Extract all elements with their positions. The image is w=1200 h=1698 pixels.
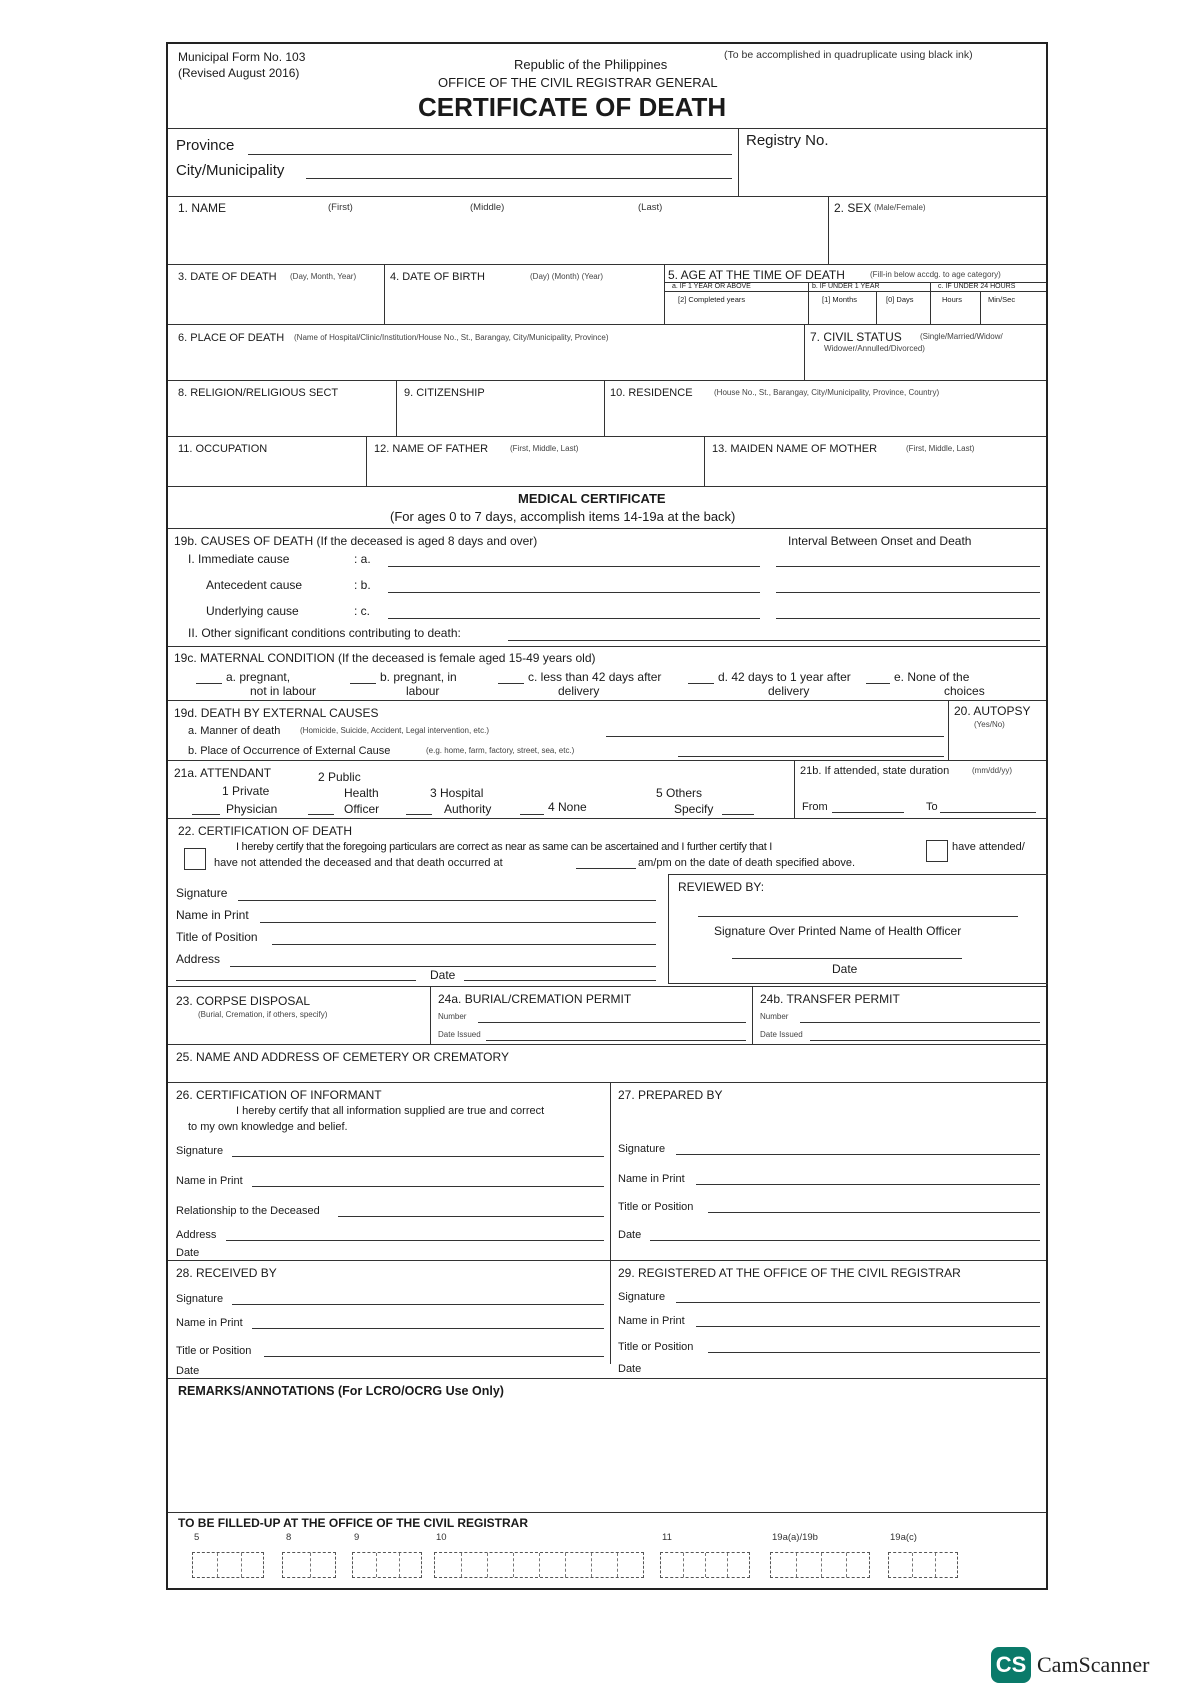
- maternal-a2: not in labour: [250, 684, 317, 698]
- form-number: Municipal Form No. 103: [178, 50, 306, 64]
- interval-c-field[interactable]: [776, 618, 1040, 619]
- age-b1-label: [1] Months: [822, 295, 858, 304]
- attendant-3-blank[interactable]: [406, 814, 432, 815]
- prepared-date-label: Date: [618, 1229, 642, 1241]
- registered-signature-field[interactable]: [676, 1302, 1040, 1303]
- age-a-label: a. IF 1 YEAR OR ABOVE: [672, 283, 751, 290]
- maternal-e-blank[interactable]: [866, 683, 890, 684]
- prepared-name-label: Name in Print: [618, 1173, 685, 1185]
- maternal-c-blank[interactable]: [498, 683, 524, 684]
- prepared-signature-label: Signature: [618, 1143, 666, 1155]
- age-hint: (Fill-in below accdg. to age category): [870, 270, 1001, 279]
- cert-name-field[interactable]: [260, 922, 656, 923]
- cause-a-field[interactable]: [388, 566, 760, 567]
- health-officer-signature-field[interactable]: [698, 916, 1018, 917]
- code-box-10[interactable]: [434, 1552, 644, 1578]
- other-conditions-label: II. Other significant conditions contributing to death:: [188, 626, 461, 640]
- office-label: OFFICE OF THE CIVIL REGISTRAR GENERAL: [438, 75, 718, 90]
- revision-date: (Revised August 2016): [178, 66, 300, 80]
- received-label: 28. RECEIVED BY: [176, 1266, 277, 1280]
- place-death-hint: (Name of Hospital/Clinic/Institution/House No., St., Barangay, City/Municipality, Province): [294, 333, 609, 342]
- burial-permit-label: 24a. BURIAL/CREMATION PERMIT: [438, 992, 632, 1006]
- burial-date-field[interactable]: [486, 1040, 746, 1041]
- duration-to-field[interactable]: [940, 812, 1036, 813]
- transfer-number-field[interactable]: [800, 1022, 1040, 1023]
- code-label-9: 9: [354, 1532, 360, 1543]
- maternal-label: 19c. MATERNAL CONDITION (If the deceased is female aged 15-49 years old): [174, 651, 596, 665]
- received-name-field[interactable]: [252, 1328, 604, 1329]
- maternal-c2: delivery: [558, 684, 600, 698]
- cert-title-field[interactable]: [272, 944, 656, 945]
- mother-hint: (First, Middle, Last): [906, 444, 975, 453]
- registrar-use-label: TO BE FILLED-UP AT THE OFFICE OF THE CIVIL REGISTRAR: [178, 1516, 529, 1530]
- maternal-c1: c. less than 42 days after: [528, 670, 662, 684]
- registered-signature-label: Signature: [618, 1291, 666, 1303]
- manner-label: a. Manner of death: [188, 725, 281, 737]
- informant-relationship-field[interactable]: [338, 1216, 604, 1217]
- duration-from-label: From: [802, 801, 828, 813]
- attendant-2-blank[interactable]: [308, 814, 334, 815]
- age-c-label: c. IF UNDER 24 HOURS: [938, 283, 1016, 290]
- received-signature-label: Signature: [176, 1293, 224, 1305]
- prepared-title-label: Title or Position: [618, 1201, 694, 1213]
- maternal-a1: a. pregnant,: [226, 670, 291, 684]
- interval-b-field[interactable]: [776, 592, 1040, 593]
- maternal-e1: e. None of the: [894, 670, 970, 684]
- cause-b-field[interactable]: [388, 592, 760, 593]
- date-death-hint: (Day, Month, Year): [290, 272, 357, 281]
- cert-address-field-2[interactable]: [176, 980, 416, 981]
- age-b-label: b. IF UNDER 1 YEAR: [812, 283, 880, 290]
- informant-label: 26. CERTIFICATION OF INFORMANT: [176, 1088, 382, 1102]
- name-first-hint: (First): [328, 202, 353, 213]
- not-attended-checkbox[interactable]: [184, 848, 206, 870]
- sex-hint: (Male/Female): [874, 203, 926, 212]
- duration-hint: (mm/dd/yy): [972, 766, 1012, 775]
- cause-b-label: : b.: [354, 578, 371, 592]
- disposal-hint: (Burial, Cremation, if others, specify): [198, 1010, 328, 1019]
- attendant-o3a: 3 Hospital: [430, 786, 484, 800]
- place-death-label: 6. PLACE OF DEATH: [178, 332, 285, 344]
- informant-address-field[interactable]: [226, 1240, 604, 1241]
- certification-label: 22. CERTIFICATION OF DEATH: [178, 824, 353, 838]
- disposal-label: 23. CORPSE DISPOSAL: [176, 994, 311, 1008]
- residence-label: 10. RESIDENCE: [610, 387, 693, 399]
- informant-text1: I hereby certify that all information supplied are true and correct: [236, 1105, 545, 1117]
- cert-date-label: Date: [430, 968, 456, 982]
- residence-hint: (House No., St., Barangay, City/Municipality, Province, Country): [714, 388, 940, 397]
- father-label: 12. NAME OF FATHER: [374, 443, 489, 455]
- reviewed-date-label: Date: [832, 962, 858, 976]
- burial-number-label: Number: [438, 1012, 467, 1021]
- place-external-field[interactable]: [678, 756, 944, 757]
- antecedent-label: Antecedent cause: [206, 578, 303, 592]
- attendant-o5a: 5 Others: [656, 786, 703, 800]
- informant-address-label: Address: [176, 1229, 217, 1241]
- autopsy-hint: (Yes/No): [974, 720, 1005, 729]
- maternal-d-blank[interactable]: [688, 683, 714, 684]
- informant-date-label: Date: [176, 1247, 200, 1259]
- age-label: 5. AGE AT THE TIME OF DEATH: [668, 268, 845, 282]
- immediate-label: I. Immediate cause: [188, 552, 290, 566]
- age-b2-label: [0] Days: [886, 295, 914, 304]
- attendant-o2b: Health: [344, 786, 379, 800]
- code-label-11: 11: [662, 1532, 672, 1543]
- code-label-19a-a-19b: 19a(a)/19b: [772, 1532, 818, 1543]
- received-signature-field[interactable]: [232, 1304, 604, 1305]
- underlying-label: Underlying cause: [206, 604, 299, 618]
- informant-signature-field[interactable]: [232, 1156, 604, 1157]
- code-box-9[interactable]: [352, 1552, 422, 1578]
- citizenship-label: 9. CITIZENSHIP: [404, 387, 485, 399]
- prepared-title-field[interactable]: [708, 1212, 1040, 1213]
- registered-label: 29. REGISTERED AT THE OFFICE OF THE CIVIL REGISTRAR: [618, 1266, 961, 1280]
- maternal-e2: choices: [944, 684, 985, 698]
- maternal-d2: delivery: [768, 684, 810, 698]
- age-a1-label: [2] Completed years: [678, 295, 746, 304]
- prepared-date-field[interactable]: [650, 1240, 1040, 1241]
- received-name-label: Name in Print: [176, 1317, 243, 1329]
- certification-line2b: am/pm on the date of death specified above.: [638, 857, 856, 869]
- maternal-a-blank[interactable]: [196, 683, 222, 684]
- place-external-label: b. Place of Occurrence of External Cause: [188, 745, 391, 757]
- interval-a-field[interactable]: [776, 566, 1040, 567]
- form-title: CERTIFICATE OF DEATH: [418, 92, 727, 122]
- duration-to-label: To: [926, 801, 938, 813]
- informant-text2: to my own knowledge and belief.: [188, 1121, 348, 1133]
- camscanner-watermark: [991, 1647, 1149, 1683]
- prepared-name-field[interactable]: [696, 1184, 1040, 1185]
- attendant-o5b: Specify: [674, 802, 714, 816]
- mother-label: 13. MAIDEN NAME OF MOTHER: [712, 443, 878, 455]
- duration-label: 21b. If attended, state duration: [800, 765, 950, 777]
- registry-label: Registry No.: [746, 132, 829, 149]
- civil-status-hint2: Widower/Annulled/Divorced): [824, 344, 925, 353]
- cert-signature-field[interactable]: [238, 900, 656, 901]
- received-date-label: Date: [176, 1365, 200, 1377]
- informant-signature-label: Signature: [176, 1145, 224, 1157]
- code-box-19a-c[interactable]: [888, 1552, 958, 1578]
- cert-signature-label: Signature: [176, 886, 228, 900]
- received-title-field[interactable]: [264, 1356, 604, 1357]
- attendant-o1b: Physician: [226, 802, 278, 816]
- father-hint: (First, Middle, Last): [510, 444, 579, 453]
- registered-date-label: Date: [618, 1363, 642, 1375]
- transfer-number-label: Number: [760, 1012, 789, 1021]
- maternal-b-blank[interactable]: [350, 683, 376, 684]
- reviewed-date-field[interactable]: [732, 958, 962, 959]
- certification-line2a: have not attended the deceased and that death occurred at: [214, 857, 503, 869]
- cert-name-label: Name in Print: [176, 908, 249, 922]
- cert-date-field[interactable]: [464, 980, 656, 981]
- code-box-8[interactable]: [282, 1552, 336, 1578]
- cause-c-label: : c.: [354, 604, 371, 618]
- manner-hint: (Homicide, Suicide, Accident, Legal intervention, etc.): [300, 726, 489, 735]
- civil-status-hint1: (Single/Married/Widow/: [920, 332, 1003, 341]
- code-label-8: 8: [286, 1532, 292, 1543]
- attendant-1-blank[interactable]: [192, 814, 220, 815]
- code-box-19a-a-19b[interactable]: [770, 1552, 870, 1578]
- age-c1-label: Hours: [942, 295, 963, 304]
- maternal-b1: b. pregnant, in: [380, 670, 457, 684]
- province-field[interactable]: [248, 154, 732, 155]
- reviewed-by-label: REVIEWED BY:: [678, 880, 765, 894]
- code-box-11[interactable]: [660, 1552, 750, 1578]
- city-field[interactable]: [306, 178, 732, 179]
- other-conditions-field[interactable]: [508, 640, 1040, 641]
- cause-c-field[interactable]: [388, 618, 760, 619]
- attendant-5-specify[interactable]: [722, 814, 754, 815]
- maternal-b2: labour: [406, 684, 440, 698]
- prepared-label: 27. PREPARED BY: [618, 1088, 723, 1102]
- camscanner-logo-icon: CS: [991, 1647, 1031, 1683]
- maternal-d1: d. 42 days to 1 year after: [718, 670, 851, 684]
- transfer-date-label: Date Issued: [760, 1030, 803, 1039]
- attendant-o3b: Authority: [444, 802, 492, 816]
- registered-name-label: Name in Print: [618, 1315, 685, 1327]
- cert-address-label: Address: [176, 952, 221, 966]
- medical-subtitle: (For ages 0 to 7 days, accomplish items 14-19a at the back): [390, 509, 736, 524]
- province-label: Province: [176, 137, 235, 154]
- informant-name-field[interactable]: [252, 1186, 604, 1187]
- camscanner-name: CamScanner: [1037, 1652, 1150, 1677]
- code-label-10: 10: [436, 1532, 447, 1543]
- time-of-death-field[interactable]: [576, 868, 636, 869]
- republic-label: Republic of the Philippines: [514, 57, 668, 72]
- code-box-5[interactable]: [192, 1552, 264, 1578]
- burial-number-field[interactable]: [478, 1022, 746, 1023]
- informant-name-label: Name in Print: [176, 1175, 243, 1187]
- registered-name-field[interactable]: [696, 1326, 1040, 1327]
- transfer-date-field[interactable]: [810, 1040, 1040, 1041]
- attendant-o2a: 2 Public: [318, 770, 361, 784]
- code-label-5: 5: [194, 1532, 200, 1543]
- name-label: 1. NAME: [178, 201, 227, 215]
- date-death-label: 3. DATE OF DEATH: [178, 271, 277, 283]
- place-external-hint: (e.g. home, farm, factory, street, sea, etc.): [426, 746, 575, 755]
- civil-status-label: 7. CIVIL STATUS: [810, 330, 902, 344]
- health-officer-label: Signature Over Printed Name of Health Officer: [714, 924, 962, 938]
- interval-label: Interval Between Onset and Death: [788, 534, 972, 548]
- attendant-label: 21a. ATTENDANT: [174, 766, 272, 780]
- city-label: City/Municipality: [176, 162, 285, 179]
- sex-label: 2. SEX: [834, 201, 872, 215]
- code-label-19a-c: 19a(c): [890, 1532, 917, 1543]
- burial-date-label: Date Issued: [438, 1030, 481, 1039]
- certification-line1: I hereby certify that the foregoing particulars are correct as near as same can be ascertained and I further certify that I: [236, 841, 773, 853]
- duration-from-field[interactable]: [832, 812, 904, 813]
- date-birth-label: 4. DATE OF BIRTH: [390, 271, 485, 283]
- name-middle-hint: (Middle): [470, 202, 505, 213]
- registered-title-field[interactable]: [708, 1352, 1040, 1353]
- attended-checkbox[interactable]: [926, 840, 948, 862]
- prepared-signature-field[interactable]: [676, 1154, 1040, 1155]
- attendant-o2c: Officer: [344, 802, 380, 816]
- causes-label: 19b. CAUSES OF DEATH (If the deceased is aged 8 days and over): [174, 534, 538, 548]
- autopsy-label: 20. AUTOPSY: [954, 704, 1031, 718]
- registered-title-label: Title or Position: [618, 1341, 694, 1353]
- cert-address-field[interactable]: [230, 966, 656, 967]
- age-c2-label: Min/Sec: [988, 295, 1016, 304]
- cemetery-label: 25. NAME AND ADDRESS OF CEMETERY OR CREMATORY: [176, 1050, 509, 1064]
- manner-field[interactable]: [606, 736, 944, 737]
- attendant-o4: 4 None: [548, 800, 587, 814]
- remarks-label: REMARKS/ANNOTATIONS (For LCRO/OCRG Use Only): [178, 1384, 504, 1398]
- name-last-hint: (Last): [638, 202, 663, 213]
- received-title-label: Title or Position: [176, 1345, 252, 1357]
- attendant-o1a: 1 Private: [222, 784, 270, 798]
- occupation-label: 11. OCCUPATION: [178, 443, 268, 455]
- death-certificate-form: [166, 42, 1048, 1590]
- medical-title: MEDICAL CERTIFICATE: [518, 491, 666, 506]
- ink-instructions: (To be accomplished in quadruplicate using black ink): [724, 49, 973, 61]
- have-attended-label: have attended/: [952, 841, 1025, 853]
- cause-a-label: : a.: [354, 552, 371, 566]
- transfer-permit-label: 24b. TRANSFER PERMIT: [760, 992, 900, 1006]
- religion-label: 8. RELIGION/RELIGIOUS SECT: [178, 387, 339, 399]
- cert-title-label: Title of Position: [176, 930, 258, 944]
- date-birth-hint: (Day) (Month) (Year): [530, 272, 604, 281]
- external-label: 19d. DEATH BY EXTERNAL CAUSES: [174, 706, 379, 720]
- attendant-4-blank[interactable]: [520, 814, 544, 815]
- informant-relationship-label: Relationship to the Deceased: [176, 1205, 320, 1217]
